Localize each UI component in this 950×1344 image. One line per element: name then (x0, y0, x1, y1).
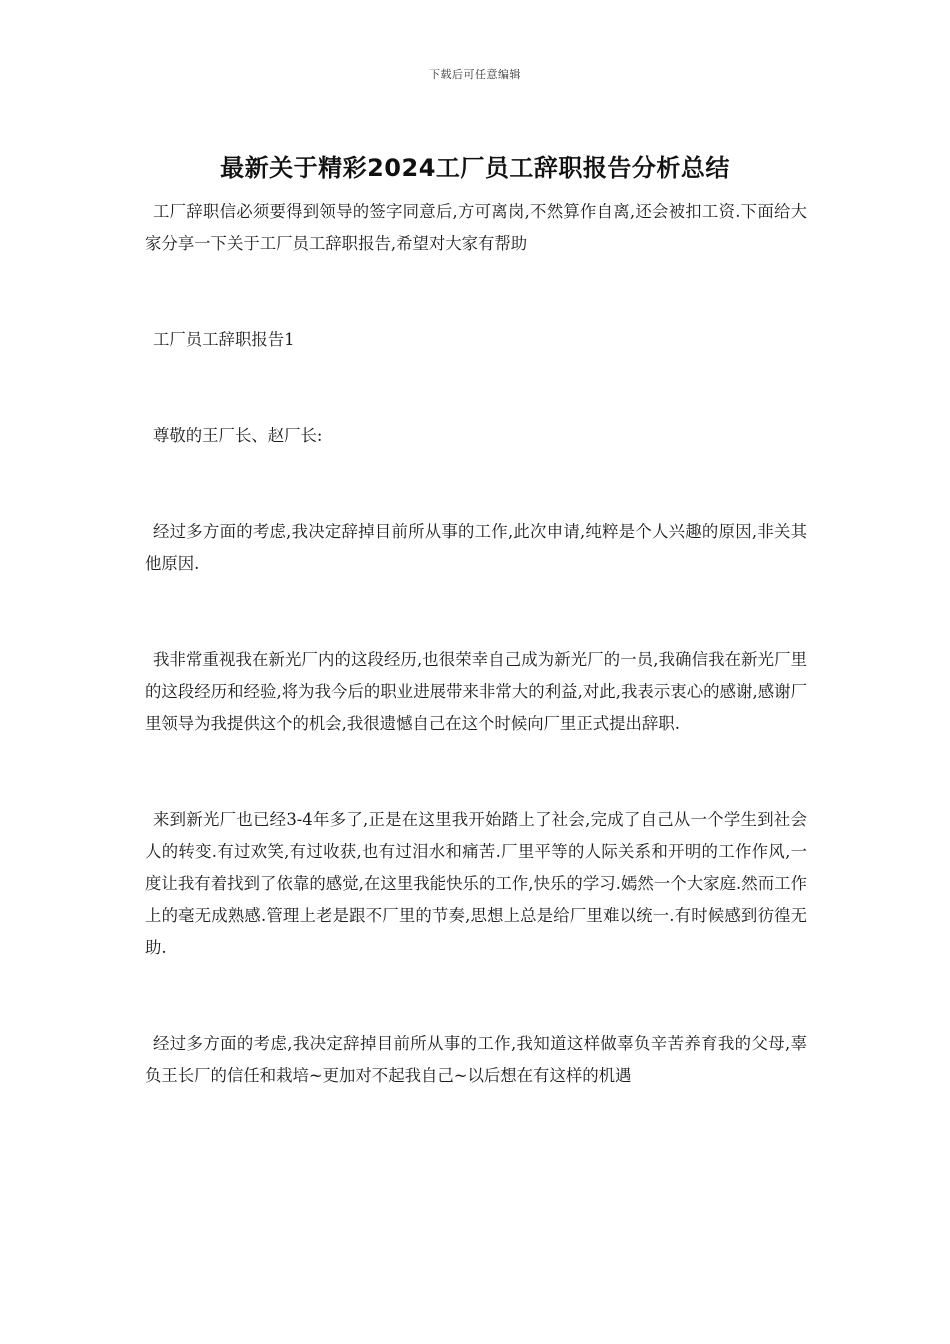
document-title: 最新关于精彩2024工厂员工辞职报告分析总结 (220, 154, 730, 182)
paragraph-gap (145, 964, 807, 1028)
body-paragraph: 经过多方面的考虑,我决定辞掉目前所从事的工作,我知道这样做辜负辛苦养育我的父母,辜负王长厂的信任和栽培~更加对不起我自己~以后想在有这样的机遇 (145, 1034, 807, 1085)
intro-paragraph: 工厂辞职信必须要得到领导的签字同意后,方可离岗,不然算作自离,还会被扣工资.下面给大家分享一下关于工厂员工辞职报告,希望对大家有帮助 (145, 202, 807, 253)
body-paragraph: 来到新光厂也已经3-4年多了,正是在这里我开始踏上了社会,完成了自己从一个学生到社会人的转变.有过欢笑,有过收获,也有过泪水和痛苦.厂里平等的人际关系和开明的工作作风,一度让我有着找到了依靠的感觉,在这里我能快乐的工作,快乐的学习.嫣然一个大家庭.然而工作上的毫无成熟感.管理上老是跟不厂里的节奏,思想上总是给厂里难以统一.有时候感到彷徨无助. (145, 810, 807, 957)
section-heading: 工厂员工辞职报告1 (153, 330, 295, 349)
paragraph-gap (145, 452, 807, 516)
paragraph-gap (145, 260, 807, 324)
paragraph-gap (145, 740, 807, 804)
paragraph-gap (145, 580, 807, 644)
header-note: 下载后可任意编辑 (429, 68, 521, 81)
body-paragraph: 我非常重视我在新光厂内的这段经历,也很荣幸自己成为新光厂的一员,我确信我在新光厂里的这段经历和经验,将为我今后的职业进展带来非常大的利益,对此,我表示衷心的感谢,感谢厂里领导为我提供这个的机会,我很遗憾自己在这个时候向厂里正式提出辞职. (145, 650, 807, 733)
document-body (145, 196, 807, 1092)
salutation: 尊敬的王厂长、赵厂长: (153, 426, 323, 445)
paragraph-gap (145, 356, 807, 420)
body-paragraph: 经过多方面的考虑,我决定辞掉目前所从事的工作,此次申请,纯粹是个人兴趣的原因,非关其他原因. (145, 522, 807, 573)
